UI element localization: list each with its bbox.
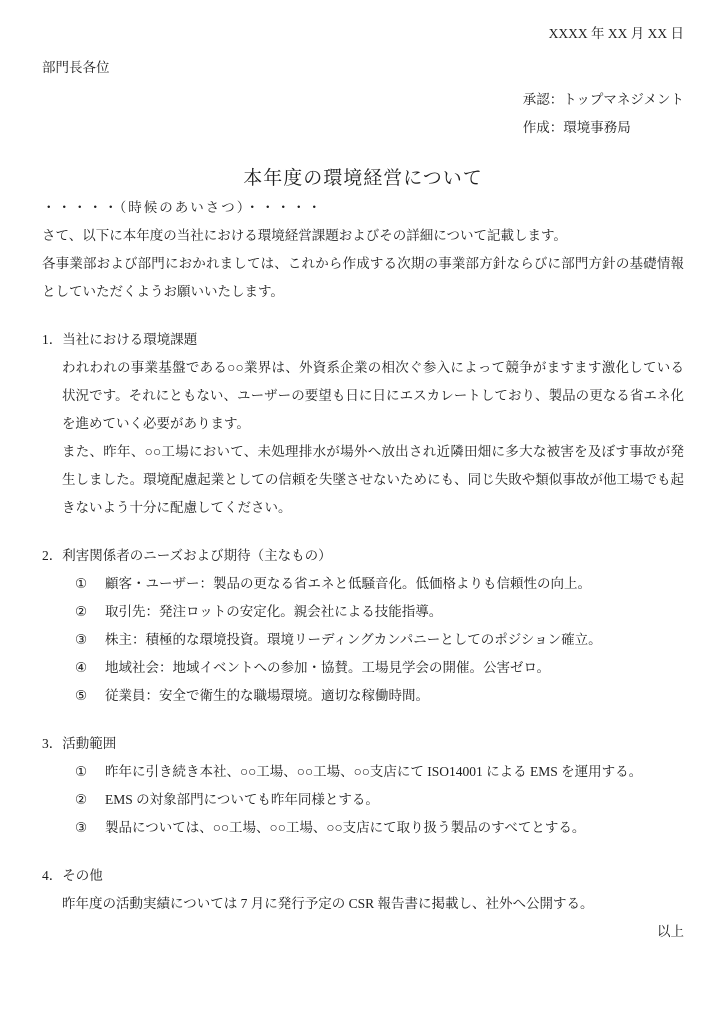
list-item-text: 昨年に引き続き本社、○○工場、○○工場、○○支店にて ISO14001 による EMS を運用する。 <box>105 764 643 779</box>
list-item-text: 従業員：安全で衛生的な職場環境。適切な稼働時間。 <box>105 688 429 703</box>
list-item <box>75 814 684 842</box>
list-item-marker: ⑤ <box>75 688 88 703</box>
intro-paragraph-1: さて、以下に本年度の当社における環境経営課題およびその詳細について記載します。 <box>42 228 567 243</box>
list-item <box>75 682 684 710</box>
author-line: 作成：環境事務局 <box>522 120 631 135</box>
body-paragraph: われわれの事業基盤である○○業界は、外資系企業の相次ぐ参入によって競争がますます激化している状況です。それにともない、ユーザーの要望も日に日にエスカレートしており、製品の更なる省エネ化を進めていく必要があります。 <box>62 360 684 431</box>
section-heading: 2．利害関係者のニーズおよび期待（主なもの） <box>42 548 332 563</box>
closing-line: 以上 <box>657 924 684 939</box>
section-stakeholder-needs <box>42 542 684 710</box>
body-paragraph: 昨年度の活動実績については 7 月に発行予定の CSR 報告書に掲載し、社外へ公開する。 <box>62 896 594 911</box>
section-heading: 3．活動範囲 <box>42 736 117 751</box>
list-item-text: 地域社会：地域イベントへの参加・協賛。工場見学会の開催。公害ゼロ。 <box>105 660 550 675</box>
list-item <box>75 758 684 786</box>
document-date: XXXX 年 XX 月 XX 日 <box>548 26 684 41</box>
list-item-text: 株主：積極的な環境投資。環境リーディングカンパニーとしてのポジション確立。 <box>105 632 602 647</box>
section-other <box>42 862 684 918</box>
list-item-marker: ④ <box>75 660 88 675</box>
section-environmental-issues <box>42 326 684 522</box>
list-item-text: EMS の対象部門についても昨年同様とする。 <box>105 792 379 807</box>
approval-block <box>523 86 684 142</box>
section-heading: 1．当社における環境課題 <box>42 332 198 347</box>
list-item-text: 取引先：発注ロットの安定化。親会社による技能指導。 <box>105 604 443 619</box>
list-item <box>75 570 684 598</box>
list-item-text: 顧客・ユーザー：製品の更なる省エネと低騒音化。低価格よりも信頼性の向上。 <box>105 576 591 591</box>
list-item-text: 製品については、○○工場、○○工場、○○支店にて取り扱う製品のすべてとする。 <box>105 820 586 835</box>
list-item-marker: ① <box>75 576 88 591</box>
document-title: 本年度の環境経営について <box>243 168 483 189</box>
intro-paragraph-2: 各事業部および部門におかれましては、これから作成する次期の事業部方針ならびに部門方針の基礎情報としていただくようお願いいたします。 <box>42 256 684 299</box>
greeting-line: ・・・・・（時候のあいさつ）・・・・・ <box>42 200 323 215</box>
list-item-marker: ② <box>75 792 88 807</box>
list-item-marker: ① <box>75 764 88 779</box>
list-item <box>75 626 684 654</box>
list-item-marker: ② <box>75 604 88 619</box>
list-item <box>75 654 684 682</box>
list-item-marker: ③ <box>75 632 88 647</box>
section-activity-scope <box>42 730 684 842</box>
list-item <box>75 786 684 814</box>
approval-line: 承認：トップマネジメント <box>522 92 684 107</box>
list-item <box>75 598 684 626</box>
body-paragraph: また、昨年、○○工場において、未処理排水が場外へ放出され近隣田畑に多大な被害を及ぼす事故が発生しました。環境配慮起業としての信頼を失墜させないためにも、同じ失敗や類似事故が他工場でも起きないよう十分に配慮してください。 <box>62 444 684 515</box>
recipient-line: 部門長各位 <box>42 60 110 75</box>
section-heading: 4．その他 <box>42 868 103 883</box>
list-item-marker: ③ <box>75 820 88 835</box>
